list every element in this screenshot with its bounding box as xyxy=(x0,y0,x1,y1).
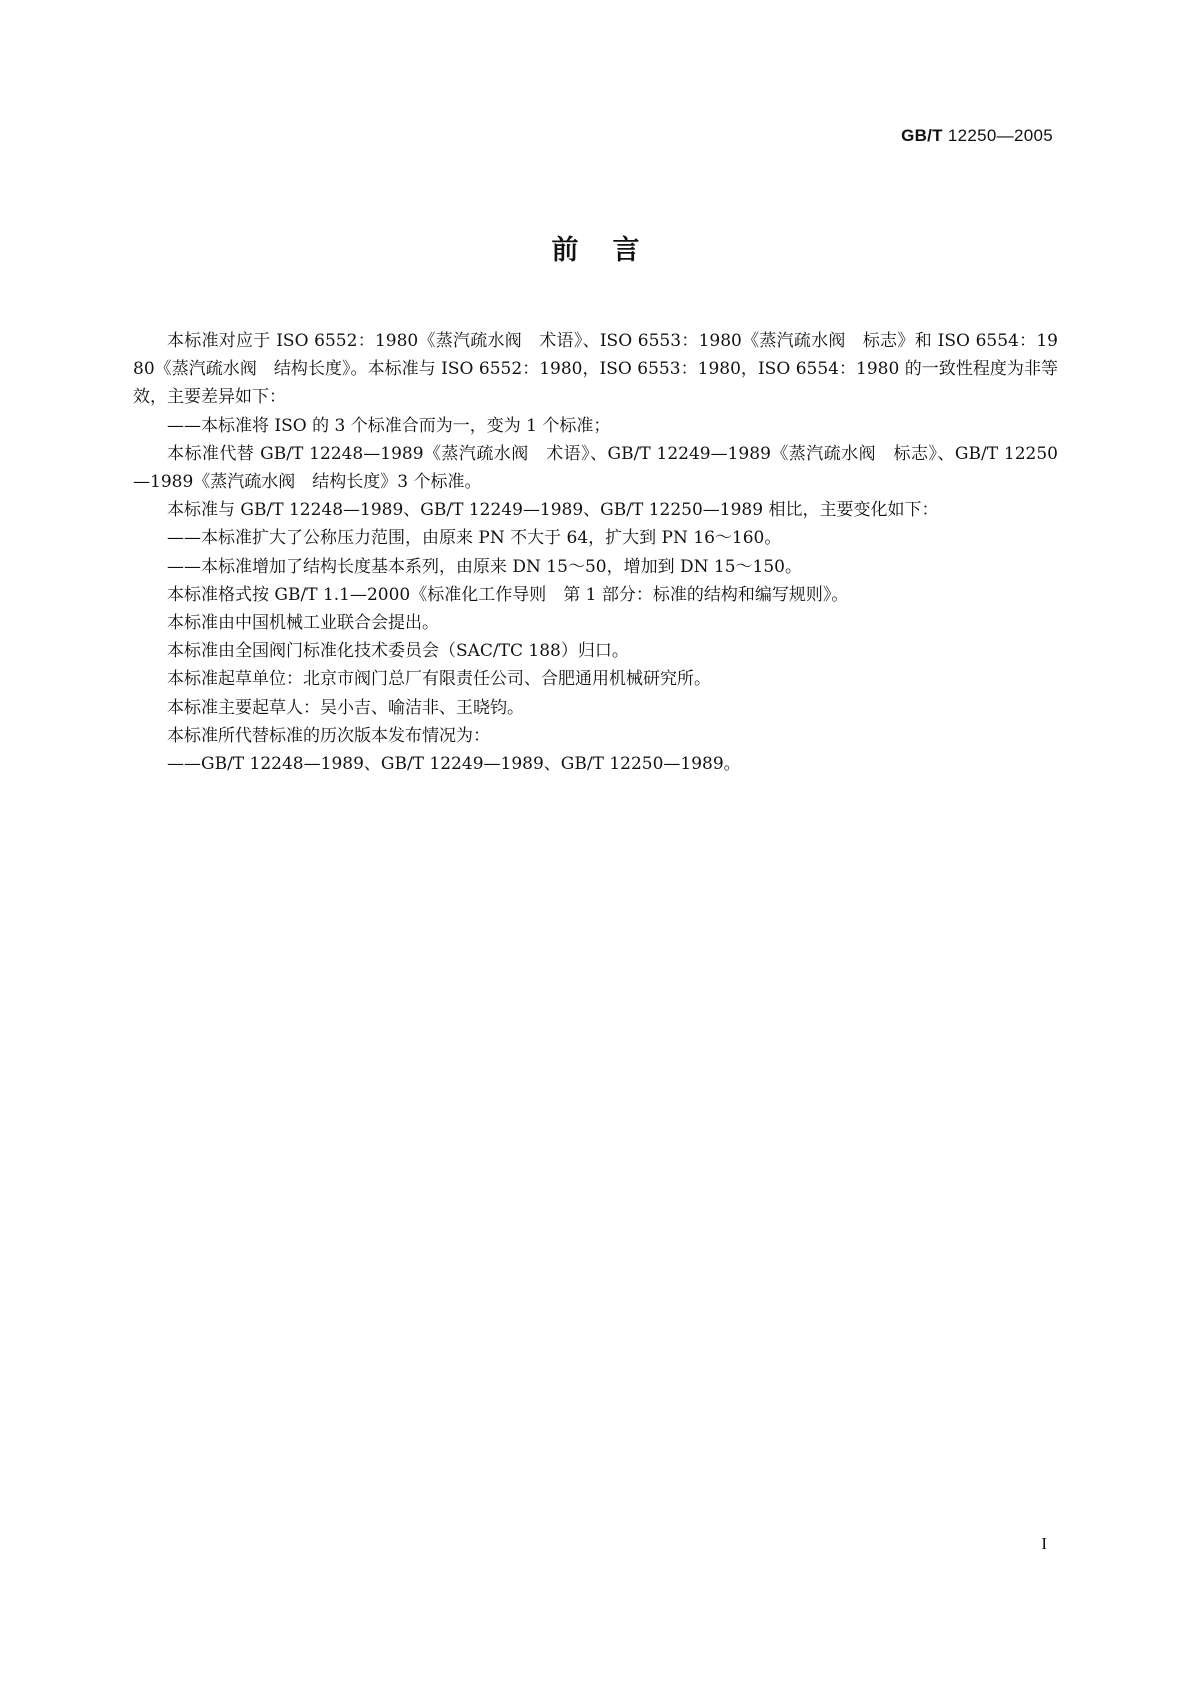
standard-code-prefix: GB/T xyxy=(901,126,943,145)
paragraph-correspondence: 本标准对应于 ISO 6552：1980《蒸汽疏水阀 术语》、ISO 6553：1980《蒸汽疏水阀 标志》和 ISO 6554：1980《蒸汽疏水阀 结构长度》。本标准与 ISO 6552：1980，ISO 6553：1980，ISO 6554：1980 的一致性程度为非等效，主要差异如下： xyxy=(133,331,1058,408)
standard-code xyxy=(901,126,1053,146)
paragraph-format: 本标准格式按 GB/T 1.1—2000《标准化工作导则 第 1 部分：标准的结构和编写规则》。 xyxy=(167,584,849,605)
list-item-difference: ——本标准将 ISO 的 3 个标准合而为一，变为 1 个标准； xyxy=(167,415,611,436)
paragraph-drafters: 本标准主要起草人：吴小吉、喻洁非、王晓钧。 xyxy=(167,697,524,718)
paragraph-committee: 本标准由全国阀门标准化技术委员会（SAC/TC 188）归口。 xyxy=(167,641,629,662)
foreword-body xyxy=(133,327,1058,778)
list-item-previous-versions: ——GB/T 12248—1989、GB/T 12249—1989、GB/T 12250—1989。 xyxy=(167,754,741,775)
paragraph-replacement: 本标准代替 GB/T 12248—1989《蒸汽疏水阀 术语》、GB/T 12249—1989《蒸汽疏水阀 标志》、GB/T 12250—1989《蒸汽疏水阀 结构长度》3 个标准。 xyxy=(133,443,1058,493)
list-item-length-series: ——本标准增加了结构长度基本系列，由原来 DN 15～50，增加到 DN 15～150。 xyxy=(167,556,802,577)
paragraph-changes-intro: 本标准与 GB/T 12248—1989、GB/T 12249—1989、GB/T 12250—1989 相比，主要变化如下： xyxy=(167,500,939,521)
paragraph-proposer: 本标准由中国机械工业联合会提出。 xyxy=(167,613,439,634)
standard-code-number: 12250—2005 xyxy=(942,126,1053,145)
paragraph-drafting-units: 本标准起草单位：北京市阀门总厂有限责任公司、合肥通用机械研究所。 xyxy=(167,669,711,690)
list-item-pressure-range: ——本标准扩大了公称压力范围，由原来 PN 不大于 64，扩大到 PN 16～160。 xyxy=(167,528,782,549)
paragraph-history-intro: 本标准所代替标准的历次版本发布情况为： xyxy=(167,725,490,746)
page-number: I xyxy=(1041,1534,1047,1553)
page-title: 前言 xyxy=(551,235,674,266)
